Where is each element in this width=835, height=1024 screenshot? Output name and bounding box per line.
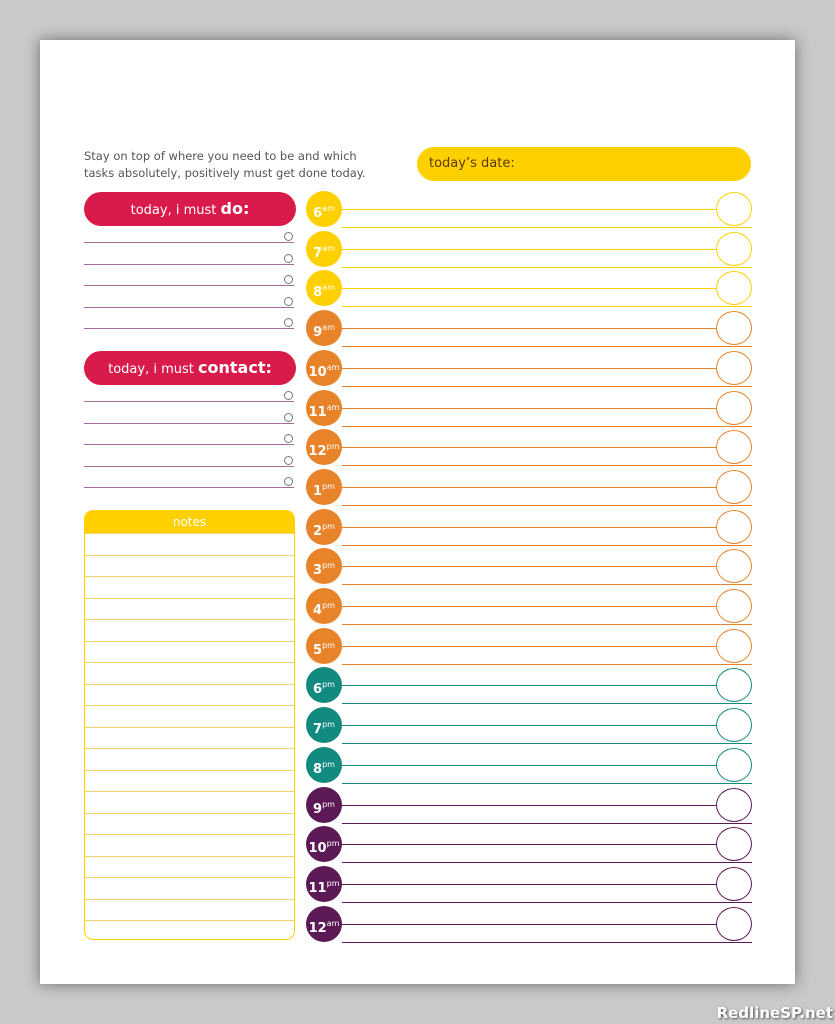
hour-line: [342, 209, 752, 210]
date-field[interactable]: [417, 147, 751, 181]
hour-badge: [306, 310, 342, 346]
hour-check-circle[interactable]: [716, 748, 752, 782]
hour-row[interactable]: [306, 586, 752, 626]
notes-line: [85, 834, 294, 835]
hour-line: [342, 805, 752, 806]
checkbox-circle[interactable]: [284, 318, 293, 327]
hour-ampm: pm: [322, 680, 335, 690]
notes-line: [85, 920, 294, 921]
hour-number: 10: [308, 841, 327, 857]
hour-line: [342, 566, 752, 567]
checklist-line[interactable]: [84, 307, 294, 308]
hour-ampm: pm: [322, 521, 335, 531]
hour-number: 6: [313, 682, 323, 698]
hour-line: [342, 408, 752, 409]
hour-row[interactable]: [306, 268, 752, 308]
hour-check-circle[interactable]: [716, 271, 752, 305]
hour-line: [342, 249, 752, 250]
hour-row[interactable]: [306, 665, 752, 705]
must-do-emphasis: do:: [220, 199, 250, 218]
notes-line: [85, 641, 294, 642]
hour-badge: [306, 231, 342, 267]
notes-line: [85, 856, 294, 857]
hour-badge: [306, 826, 342, 862]
notes-line: [85, 705, 294, 706]
checkbox-circle[interactable]: [284, 434, 293, 443]
hour-check-circle[interactable]: [716, 192, 752, 226]
hour-row[interactable]: [306, 705, 752, 745]
checklist-line[interactable]: [84, 444, 294, 445]
hour-check-circle[interactable]: [716, 430, 752, 464]
notes-line: [85, 727, 294, 728]
hour-number: 8: [313, 761, 323, 777]
checklist-line[interactable]: [84, 466, 294, 467]
hour-line: [342, 646, 752, 647]
hour-ampm: pm: [322, 601, 335, 610]
hour-row[interactable]: [306, 308, 752, 348]
checkbox-circle[interactable]: [284, 477, 293, 486]
hour-ampm: pm: [322, 481, 335, 491]
must-do-prefix: today, i must: [130, 203, 221, 218]
hour-row[interactable]: [306, 229, 752, 269]
date-label: today’s date:: [429, 156, 515, 171]
checkbox-circle[interactable]: [284, 391, 293, 400]
hour-row[interactable]: [306, 626, 752, 666]
checkbox-circle[interactable]: [284, 413, 293, 422]
hour-check-circle[interactable]: [716, 311, 752, 345]
hour-ampm: pm: [322, 720, 335, 730]
must-contact-header: [84, 351, 296, 385]
notes-header: notes: [85, 511, 294, 533]
hour-line: [342, 942, 752, 943]
hour-check-circle[interactable]: [716, 351, 752, 385]
checklist-line[interactable]: [84, 401, 294, 402]
hour-badge: [306, 787, 342, 823]
hour-badge: [306, 270, 342, 306]
hour-badge: [306, 191, 342, 227]
hour-line: [342, 765, 752, 766]
hour-badge: [306, 588, 342, 624]
hour-line: [342, 884, 752, 885]
must-contact-prefix: today, i must: [108, 362, 199, 377]
hour-line: [342, 447, 752, 448]
hour-number: 3: [313, 563, 323, 579]
hour-row[interactable]: [306, 348, 752, 388]
checklist-line[interactable]: [84, 264, 294, 265]
hour-number: 12: [308, 444, 327, 460]
hour-check-circle[interactable]: [716, 708, 752, 742]
hour-row[interactable]: [306, 507, 752, 547]
hour-row[interactable]: [306, 388, 752, 428]
hour-ampm: pm: [322, 561, 335, 571]
notes-line: [85, 598, 294, 599]
notes-line: [85, 813, 294, 814]
hour-row[interactable]: [306, 467, 752, 507]
hour-badge: [306, 747, 342, 783]
hour-check-circle[interactable]: [716, 629, 752, 663]
planner-page: [40, 40, 795, 984]
hour-ampm: pm: [326, 878, 340, 888]
hour-line: [342, 844, 752, 845]
checklist-line[interactable]: [84, 423, 294, 424]
hour-badge: [306, 429, 342, 465]
hour-check-circle[interactable]: [716, 232, 752, 266]
hour-row[interactable]: [306, 745, 752, 785]
notes-line: [85, 555, 294, 556]
hour-number: 6: [313, 206, 323, 221]
hour-check-circle[interactable]: [716, 470, 752, 504]
hour-badge: [306, 707, 342, 743]
notes-line: [85, 576, 294, 577]
checklist-line[interactable]: [84, 328, 294, 329]
hour-badge: [306, 667, 342, 703]
notes-line: [85, 899, 294, 900]
intro-text: Stay on top of where you need to be and which tasks absolutely, positively must get done today.: [84, 149, 366, 180]
checkbox-circle[interactable]: [284, 297, 293, 306]
hour-line: [342, 288, 752, 289]
hour-ampm: pm: [322, 799, 335, 809]
hour-line: [342, 725, 752, 726]
hour-check-circle[interactable]: [716, 907, 752, 941]
hour-badge: [306, 350, 342, 386]
notes-line: [85, 619, 294, 620]
hour-ampm: am: [326, 362, 340, 372]
hour-check-circle[interactable]: [716, 668, 752, 702]
hour-number: 4: [313, 603, 323, 618]
hour-number: 1: [313, 483, 323, 499]
hour-check-circle[interactable]: [716, 827, 752, 861]
hour-number: 10: [308, 364, 327, 380]
hour-row[interactable]: [306, 785, 752, 825]
notes-box[interactable]: [84, 510, 295, 940]
hour-ampm: pm: [322, 640, 335, 650]
hour-ampm: pm: [322, 759, 335, 769]
hour-ampm: am: [326, 918, 340, 928]
notes-line: [85, 662, 294, 663]
hour-check-circle[interactable]: [716, 549, 752, 583]
hour-line: [342, 368, 752, 369]
notes-line: [85, 877, 294, 878]
hour-badge: [306, 509, 342, 545]
hour-number: 12: [308, 920, 327, 936]
hour-number: 5: [313, 642, 323, 658]
hour-number: 7: [313, 722, 323, 738]
hour-check-circle[interactable]: [716, 867, 752, 901]
checkbox-circle[interactable]: [284, 456, 293, 465]
notes-line: [85, 791, 294, 792]
hour-number: 7: [313, 245, 323, 261]
hour-badge: [306, 548, 342, 584]
hour-ampm: pm: [326, 839, 340, 849]
hour-number: 2: [313, 523, 323, 539]
hour-ampm: pm: [326, 442, 340, 452]
hour-line: [342, 606, 752, 607]
hour-number: 11: [308, 404, 327, 420]
notes-line: [85, 748, 294, 749]
notes-line: [85, 533, 294, 534]
checklist-line[interactable]: [84, 285, 294, 286]
hour-badge: [306, 866, 342, 902]
checklist-line[interactable]: [84, 242, 294, 243]
checkbox-circle[interactable]: [284, 254, 293, 263]
hour-number: 9: [313, 325, 323, 341]
hour-line: [342, 924, 752, 925]
hour-row[interactable]: [306, 904, 752, 944]
must-contact-emphasis: contact:: [198, 358, 272, 377]
hour-check-circle[interactable]: [716, 589, 752, 623]
hour-line: [342, 328, 752, 329]
hour-row[interactable]: [306, 864, 752, 904]
hour-row[interactable]: [306, 546, 752, 586]
hour-check-circle[interactable]: [716, 391, 752, 425]
hour-ampm: am: [322, 283, 335, 293]
checkbox-circle[interactable]: [284, 275, 293, 284]
hour-ampm: am: [322, 323, 335, 333]
hour-ampm: am: [322, 243, 335, 253]
hour-line: [342, 487, 752, 488]
hour-badge: [306, 906, 342, 942]
notes-line: [85, 770, 294, 771]
hour-badge: [306, 469, 342, 505]
hour-number: 11: [308, 880, 327, 896]
notes-line: [85, 684, 294, 685]
hour-line: [342, 527, 752, 528]
hour-ampm: am: [326, 402, 340, 412]
hour-line: [342, 685, 752, 686]
hour-number: 8: [313, 285, 323, 301]
hour-check-circle[interactable]: [716, 510, 752, 544]
checklist-line[interactable]: [84, 487, 294, 488]
checkbox-circle[interactable]: [284, 232, 293, 241]
hour-check-circle[interactable]: [716, 788, 752, 822]
hour-badge: [306, 628, 342, 664]
hour-number: 9: [313, 801, 323, 817]
hour-row[interactable]: [306, 824, 752, 864]
hour-badge: [306, 390, 342, 426]
hour-row[interactable]: [306, 189, 752, 229]
watermark: RedlineSP.net: [716, 1004, 833, 1022]
hour-ampm: am: [322, 204, 335, 213]
must-do-header: [84, 192, 296, 226]
hour-row[interactable]: [306, 427, 752, 467]
